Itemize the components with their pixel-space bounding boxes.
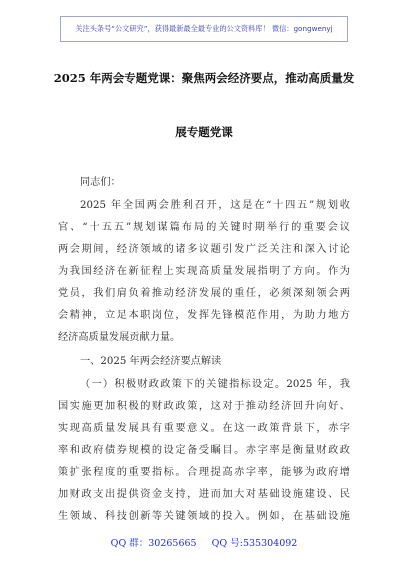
paragraph-line: 两会期间，经济领域的诸多议题引发广泛关注和深入讨论 <box>58 244 350 255</box>
qq-number-text: QQ 号:535304092 <box>211 538 298 549</box>
paragraph-line: 经济高质量发展贡献力量。 <box>58 332 181 343</box>
document-title-line-1: 2025 年两会专题党课：聚焦两会经济要点，推动高质量发 <box>53 71 355 85</box>
paragraph-line: 2025 年全国两会胜利召开，这是在“十四五”规划收 <box>80 200 350 211</box>
document-title-line-2: 展专题党课 <box>175 125 233 139</box>
paragraph-line: 实现高质量发展具有重要意义。在这一政策背景下，赤字 <box>58 423 350 434</box>
salutation: 同志们： <box>80 177 121 188</box>
section-heading: 一、2025 年两会经济要点解读 <box>80 356 222 367</box>
paragraph-line: 加财政支出提供资金支持，进而加大对基础设施建设、民 <box>58 489 350 500</box>
paragraph-line: （一）积极财政政策下的关键指标设定。2025 年，我 <box>80 379 350 390</box>
header-banner <box>60 16 348 42</box>
paragraph-line: 生领域、科技创新等关键领域的投入。例如，在基础设施 <box>58 511 350 522</box>
qq-group-text: QQ 群：30265665 <box>110 538 197 549</box>
paragraph-line: 策扩张程度的重要指标。合理提高赤字率，能够为政府增 <box>58 467 350 478</box>
paragraph-line: 会精神，立足本职岗位，发挥先锋模范作用，为助力地方 <box>58 310 350 321</box>
paragraph-line: 率和政府债券规模的设定备受瞩目。赤字率是衡量财政政 <box>58 445 350 456</box>
paragraph-line: 官、“十五五”规划谋篇布局的关键时期举行的重要会议 <box>58 222 350 233</box>
paragraph-line: 党员，我们肩负着推动经济发展的重任，必须深刻领会两 <box>58 288 350 299</box>
paragraph-line: 为我国经济在新征程上实现高质量发展指明了方向。作为 <box>58 266 350 277</box>
header-banner-text: 关注头条号“公文研究”，获得最新最全最专业的公文资料库！ 微信：gongwenyj <box>75 24 333 33</box>
paragraph-line: 国实施更加积极的财政政策，这对于推动经济回升向好、 <box>58 401 350 412</box>
footer-contact <box>0 535 408 549</box>
